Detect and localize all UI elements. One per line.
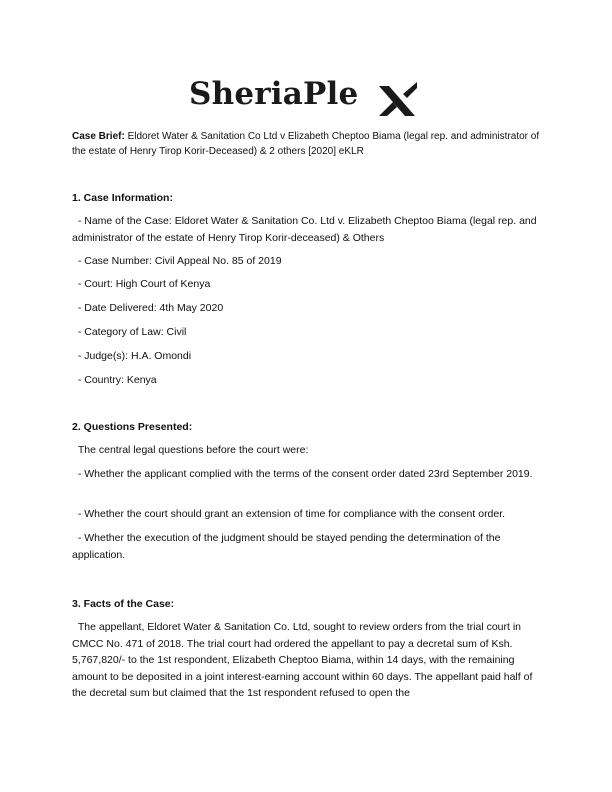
case-name-item: - Name of the Case: Eldoret Water & Sanitation Co. Ltd v. Elizabeth Cheptoo Biama (legal rep. and administrator of the estate of Henry Tirop Korir-deceased) & Others [72, 215, 540, 244]
facts-paragraph: The appellant, Eldoret Water & Sanitation Co. Ltd, sought to review orders from the trial court in CMCC No. 471 of 2018. The trial court had ordered the appellant to pay a decretal sum of Ksh. 5,767,820/- to the 1st respondent, Elizabeth Cheptoo Biama, within 14 days, with the remaining amount to be deposited in a joint interest-earning account within 60 days. The appellant paid half of the decretal sum but claimed that the 1st respondent refused to open the [72, 621, 536, 699]
case-brief-text: Eldoret Water & Sanitation Co Ltd v Elizabeth Cheptoo Biama (legal rep. and administrator of the estate of Henry Tirop Korir-Deceased) & 2 others [2020] eKLR [72, 131, 540, 157]
date-delivered-item: - Date Delivered: 4th May 2020 [72, 302, 224, 314]
judges-item: - Judge(s): H.A. Omondi [72, 350, 192, 362]
questions-intro: The central legal questions before the court were: [72, 444, 309, 456]
case-brief [72, 129, 544, 159]
case-brief-label: Case Brief: [72, 131, 125, 142]
court-item: - Court: High Court of Kenya [72, 278, 211, 290]
logo-x-mark-icon [377, 80, 417, 120]
question-item: - Whether the execution of the judgment should be stayed pending the determination of the application. [72, 532, 504, 561]
country-item: - Country: Kenya [72, 374, 157, 386]
facts-of-the-case-heading: 3. Facts of the Case: [72, 598, 175, 610]
questions-presented-heading: 2. Questions Presented: [72, 421, 193, 433]
case-number-item: - Case Number: Civil Appeal No. 85 of 2019 [72, 255, 282, 267]
question-item: - Whether the applicant complied with the terms of the consent order dated 23rd September 2019. [72, 468, 533, 480]
question-item: - Whether the court should grant an extension of time for compliance with the consent order. [72, 508, 506, 520]
case-information-heading: 1. Case Information: [72, 192, 173, 204]
logo-wordmark: SheriaPle [189, 76, 359, 112]
category-of-law-item: - Category of Law: Civil [72, 326, 187, 338]
sheriaplex-logo [189, 74, 429, 124]
